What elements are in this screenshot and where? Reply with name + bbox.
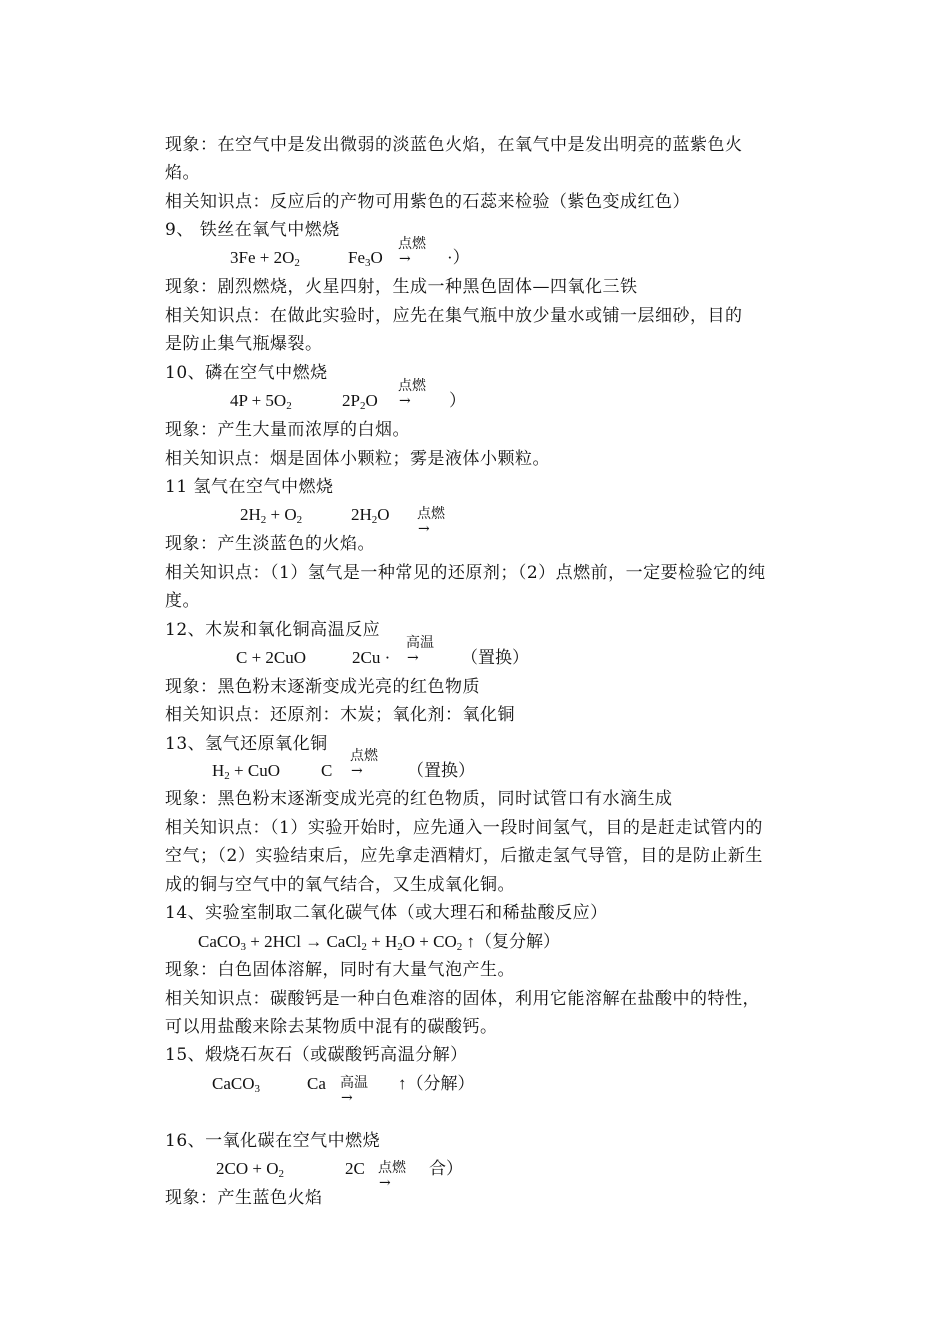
reaction-condition: 点燃 — [398, 236, 426, 252]
reaction-condition: 高温 — [406, 635, 434, 651]
section-heading: 12、木炭和氧化铜高温反应 — [165, 620, 381, 640]
text-line: 相关知识点：（1）实验开始时，应先通入一段时间氢气，目的是赶走试管内的 — [165, 818, 763, 838]
reaction-arrow: → — [399, 251, 411, 267]
text-line: 相关知识点：（1）氢气是一种常见的还原剂；（2）点燃前，一定要检验它的纯 — [165, 563, 766, 583]
text-line: 相关知识点：在做此实验时，应先在集气瓶中放少量水或铺一层细砂，目的 — [165, 306, 743, 326]
equation-reactants: $4P + 5O_2$ — [230, 391, 292, 412]
text-line: 是防止集气瓶爆裂。 — [165, 334, 323, 354]
text-line: 现象：产生蓝色火焰 — [165, 1188, 323, 1208]
equation-products: $Fe_3O$ — [348, 248, 383, 269]
equation-tail: ↑（分解） — [398, 1074, 475, 1093]
section-heading: 10、磷在空气中燃烧 — [165, 363, 328, 383]
reaction-arrow: → — [351, 763, 363, 779]
gas-arrow: ↑ — [466, 932, 475, 951]
equation-products: 2Cu · — [352, 648, 391, 667]
section-heading: 13、氢气还原氧化铜 — [165, 734, 328, 754]
section-heading: 16、一氧化碳在空气中燃烧 — [165, 1131, 381, 1151]
section-heading: 11 氢气在空气中燃烧 — [165, 477, 334, 497]
text-line: 可以用盐酸来除去某物质中混有的碳酸钙。 — [165, 1017, 498, 1037]
text-line: 焰。 — [165, 163, 200, 183]
equation-products: C — [321, 761, 333, 780]
equation-reactants: $H_2$ + CuO — [212, 761, 280, 782]
reaction-condition: 高温 — [340, 1075, 368, 1091]
equation-tail: ·） — [447, 248, 470, 267]
text-line: 空气；（2）实验结束后，应先拿走酒精灯，后撤走氢气导管，目的是防止新生 — [165, 846, 763, 866]
reaction-condition: 点燃 — [350, 748, 378, 764]
equation-reactants: $2CO + O_2$ — [216, 1159, 284, 1180]
reaction-arrow: → — [399, 393, 411, 409]
equation-tail: （置换） — [461, 648, 529, 667]
equation-tail: ） — [449, 391, 466, 410]
equation-tail: （置换） — [407, 761, 475, 780]
reaction-condition: 点燃 — [398, 378, 426, 394]
text-line: 现象：产生大量而浓厚的白烟。 — [165, 420, 410, 440]
equation-full: CaCO$_3$ + 2HCl → CaCl$_2$ + $H_2O + CO_2$ ↑（复分解） — [198, 932, 560, 953]
reaction-arrow: → — [305, 932, 323, 951]
text-line: 度。 — [165, 591, 200, 611]
text-line: 相关知识点：反应后的产物可用紫色的石蕊来检验（紫色变成红色） — [165, 192, 690, 212]
equation-tail: 合） — [429, 1159, 463, 1178]
reaction-arrow: → — [418, 521, 430, 537]
equation-reactants: C + 2CuO — [236, 648, 307, 667]
gas-arrow: ↑ — [398, 1074, 407, 1093]
text-line: 现象：剧烈燃烧，火星四射，生成一种黑色固体—四氧化三铁 — [165, 277, 638, 297]
section-heading: 14、实验室制取二氧化碳气体（或大理石和稀盐酸反应） — [165, 903, 608, 923]
equation-reactants: $2H_2 + O_2$ — [240, 505, 303, 526]
reaction-condition: 点燃 — [378, 1160, 406, 1176]
text-line: 现象：黑色粉末逐渐变成光亮的红色物质 — [165, 677, 480, 697]
reaction-arrow: → — [341, 1090, 353, 1106]
equation-products: $2P_2O$ — [342, 391, 378, 412]
equation-products: 2C — [345, 1159, 365, 1178]
equation-products: $2H_2O$ — [351, 505, 390, 526]
text-line: 相关知识点：还原剂：木炭；氧化剂：氧化铜 — [165, 705, 515, 725]
section-heading: 15、煅烧石灰石（或碳酸钙高温分解） — [165, 1045, 468, 1065]
reaction-condition: 点燃 — [417, 506, 445, 522]
equation-reactants: CaCO$_3$ — [212, 1074, 260, 1095]
text-line: 成的铜与空气中的氧气结合，又生成氧化铜。 — [165, 875, 515, 895]
equation-reactants: $3Fe + 2O_2$ — [230, 248, 300, 269]
text-line: 相关知识点：碳酸钙是一种白色难溶的固体，利用它能溶解在盐酸中的特性， — [165, 989, 760, 1009]
text-line: 现象：产生淡蓝色的火焰。 — [165, 534, 375, 554]
reaction-arrow: → — [407, 650, 419, 666]
reaction-arrow: → — [379, 1175, 391, 1191]
text-line: 相关知识点：烟是固体小颗粒；雾是液体小颗粒。 — [165, 449, 550, 469]
text-line: 现象：白色固体溶解，同时有大量气泡产生。 — [165, 960, 515, 980]
equation-products: Ca — [307, 1074, 326, 1093]
text-line: 现象：黑色粉末逐渐变成光亮的红色物质，同时试管口有水滴生成 — [165, 789, 673, 809]
text-line: 现象：在空气中是发出微弱的淡蓝色火焰，在氧气中是发出明亮的蓝紫色火 — [165, 135, 743, 155]
section-heading: 9、 铁丝在氧气中燃烧 — [165, 220, 340, 240]
